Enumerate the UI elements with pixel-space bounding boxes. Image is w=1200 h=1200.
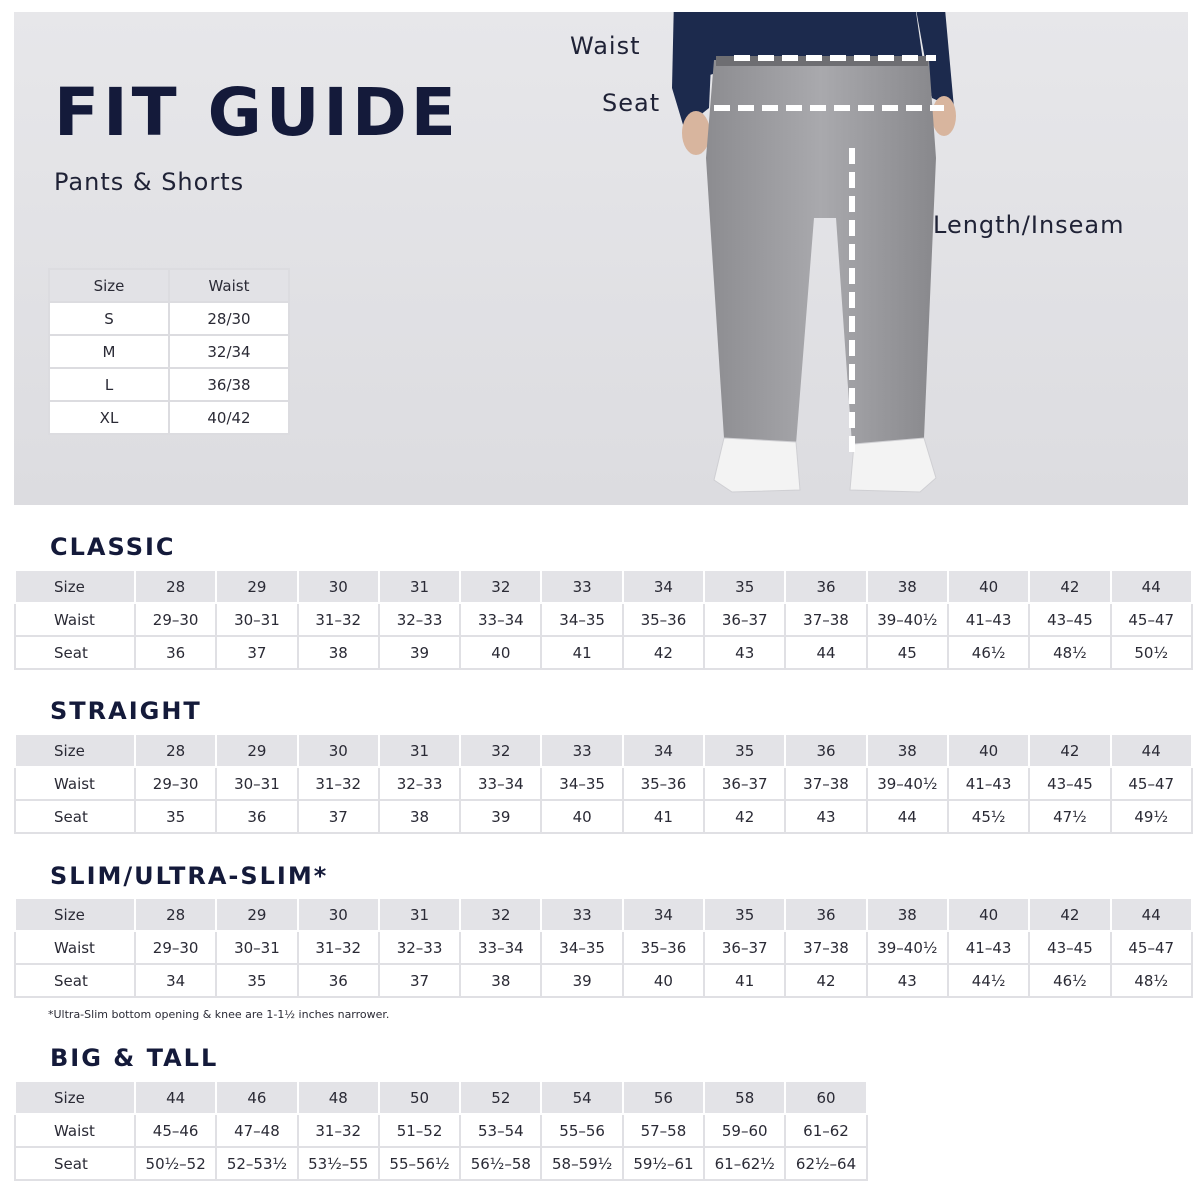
table-cell: 33–34 (460, 603, 541, 636)
table-header-cell: 44 (1111, 570, 1192, 603)
table-header-cell: 50 (379, 1081, 460, 1114)
table-cell: 37–38 (785, 603, 866, 636)
table-cell: 61–62 (785, 1114, 866, 1147)
table-cell: 31–32 (298, 603, 379, 636)
left-hand (682, 111, 710, 155)
row-label-cell: Size (15, 734, 135, 767)
table-cell: 29–30 (135, 931, 216, 964)
table-cell: 41 (704, 964, 785, 997)
table-cell: 31–32 (298, 1114, 379, 1147)
table-header-cell: 42 (1029, 734, 1110, 767)
table-header-cell: 34 (623, 734, 704, 767)
table-cell: 48½ (1111, 964, 1192, 997)
table-header-cell: 34 (623, 570, 704, 603)
table-cell: L (49, 368, 169, 401)
table-cell: 42 (623, 636, 704, 669)
table-cell: 42 (785, 964, 866, 997)
table-cell: 45–47 (1111, 931, 1192, 964)
table-header-cell: 30 (298, 898, 379, 931)
table-cell: 50½ (1111, 636, 1192, 669)
table-header-cell: 36 (785, 570, 866, 603)
table-cell: S (49, 302, 169, 335)
table-row (15, 800, 1192, 833)
table-header-cell: 60 (785, 1081, 866, 1114)
table-header-cell: 29 (216, 898, 297, 931)
table-cell: 33–34 (460, 767, 541, 800)
table-cell: 55–56 (541, 1114, 622, 1147)
table-cell: 39 (460, 800, 541, 833)
table-row (49, 302, 289, 335)
table-header-cell: 38 (867, 734, 948, 767)
table-cell: 43–45 (1029, 931, 1110, 964)
table-cell: 32–33 (379, 931, 460, 964)
table-header-cell: 35 (704, 898, 785, 931)
table-header-cell: 32 (460, 734, 541, 767)
table-cell: 41 (541, 636, 622, 669)
table-cell: 30–31 (216, 767, 297, 800)
table-cell: 40 (541, 800, 622, 833)
section-title: SLIM/ULTRA-SLIM* (50, 862, 329, 890)
table-row (49, 335, 289, 368)
table-header-cell: 29 (216, 734, 297, 767)
section-title: CLASSIC (50, 533, 176, 561)
table-cell: 56½–58 (460, 1147, 541, 1180)
table-row (15, 1147, 867, 1180)
table-cell: 39–40½ (867, 767, 948, 800)
table-cell: 28/30 (169, 302, 289, 335)
row-label-cell: Seat (15, 800, 135, 833)
table-cell: 59½–61 (623, 1147, 704, 1180)
table-cell: 35–36 (623, 931, 704, 964)
right-hand (932, 96, 956, 136)
table-row (49, 368, 289, 401)
table-cell: 34–35 (541, 767, 622, 800)
table-cell: 29–30 (135, 603, 216, 636)
table-header-cell: 32 (460, 898, 541, 931)
table-header-cell: 40 (948, 898, 1029, 931)
table-cell: 44½ (948, 964, 1029, 997)
fit-guide-hero (14, 12, 1188, 505)
table-cell: 53½–55 (298, 1147, 379, 1180)
table-cell: 61–62½ (704, 1147, 785, 1180)
section-title: BIG & TALL (50, 1044, 219, 1072)
table-header-cell: 33 (541, 734, 622, 767)
table-cell: 32–33 (379, 767, 460, 800)
size-chart-table (14, 897, 1193, 998)
table-header-cell: 33 (541, 898, 622, 931)
table-cell: M (49, 335, 169, 368)
table-cell: 49½ (1111, 800, 1192, 833)
table-cell: 55–56½ (379, 1147, 460, 1180)
table-header-cell: 38 (867, 570, 948, 603)
table-header-cell: 44 (1111, 898, 1192, 931)
table-header-cell: 34 (623, 898, 704, 931)
table-cell: 30–31 (216, 931, 297, 964)
footnote: *Ultra-Slim bottom opening & knee are 1-1½ inches narrower. (48, 1008, 390, 1021)
table-cell: 35–36 (623, 603, 704, 636)
table-cell: 39–40½ (867, 931, 948, 964)
table-cell: 36–37 (704, 603, 785, 636)
table-header-cell: 33 (541, 570, 622, 603)
table-header-cell: 31 (379, 898, 460, 931)
table-header-cell: 28 (135, 570, 216, 603)
table-header-row (15, 734, 1192, 767)
size-chart-table (14, 569, 1193, 670)
table-cell: 32/34 (169, 335, 289, 368)
table-cell: XL (49, 401, 169, 434)
length-inseam-label: Length/Inseam (933, 211, 1125, 239)
row-label-cell: Waist (15, 931, 135, 964)
table-cell: 44 (785, 636, 866, 669)
table-cell: 30–31 (216, 603, 297, 636)
table-cell: 41–43 (948, 931, 1029, 964)
table-cell: 45–47 (1111, 767, 1192, 800)
table-cell: 37–38 (785, 931, 866, 964)
table-cell: 36–37 (704, 931, 785, 964)
table-header-cell: 52 (460, 1081, 541, 1114)
section-title: STRAIGHT (50, 697, 202, 725)
table-row (15, 964, 1192, 997)
table-cell: 45 (867, 636, 948, 669)
table-cell: 57–58 (623, 1114, 704, 1147)
table-row (15, 1114, 867, 1147)
table-cell: 43 (867, 964, 948, 997)
table-header-cell: 48 (298, 1081, 379, 1114)
table-cell: 29–30 (135, 767, 216, 800)
table-cell: 33–34 (460, 931, 541, 964)
table-header-cell: 46 (216, 1081, 297, 1114)
table-cell: 36/38 (169, 368, 289, 401)
size-chart-table (14, 1080, 868, 1181)
table-cell: 59–60 (704, 1114, 785, 1147)
row-label-cell: Waist (15, 603, 135, 636)
table-cell: 37 (379, 964, 460, 997)
table-cell: 35 (135, 800, 216, 833)
table-header-cell: 38 (867, 898, 948, 931)
table-cell: 37 (298, 800, 379, 833)
seat-label: Seat (602, 89, 661, 117)
table-header-cell: 40 (948, 570, 1029, 603)
table-cell: 45–46 (135, 1114, 216, 1147)
table-cell: 31–32 (298, 767, 379, 800)
table-cell: 41 (623, 800, 704, 833)
table-cell: 32–33 (379, 603, 460, 636)
page-title: FIT GUIDE (54, 74, 460, 151)
row-label-cell: Waist (15, 1114, 135, 1147)
table-cell: 39–40½ (867, 603, 948, 636)
table-cell: 52–53½ (216, 1147, 297, 1180)
table-header-row (15, 570, 1192, 603)
table-cell: 36–37 (704, 767, 785, 800)
table-header-cell: 35 (704, 570, 785, 603)
table-cell: 58–59½ (541, 1147, 622, 1180)
table-cell: 40/42 (169, 401, 289, 434)
table-cell: 35 (216, 964, 297, 997)
waist-label: Waist (570, 32, 641, 60)
table-header-cell: 58 (704, 1081, 785, 1114)
row-label-cell: Seat (15, 1147, 135, 1180)
table-cell: 31–32 (298, 931, 379, 964)
table-header-row (49, 269, 289, 302)
right-shoe (850, 438, 936, 492)
table-header-cell: 32 (460, 570, 541, 603)
row-label-cell: Waist (15, 767, 135, 800)
table-cell: 36 (135, 636, 216, 669)
table-cell: 45½ (948, 800, 1029, 833)
table-cell: 62½–64 (785, 1147, 866, 1180)
table-header-cell: 44 (135, 1081, 216, 1114)
table-header-cell: 36 (785, 734, 866, 767)
table-cell: 53–54 (460, 1114, 541, 1147)
table-header-cell: 28 (135, 734, 216, 767)
row-label-cell: Seat (15, 964, 135, 997)
table-cell: 47½ (1029, 800, 1110, 833)
table-cell: 39 (541, 964, 622, 997)
table-cell: 36 (298, 964, 379, 997)
table-cell: 45–47 (1111, 603, 1192, 636)
size-waist-table (48, 268, 290, 435)
table-row (15, 603, 1192, 636)
table-cell: 46½ (948, 636, 1029, 669)
table-cell: 48½ (1029, 636, 1110, 669)
table-header-cell: 31 (379, 734, 460, 767)
table-cell: 38 (379, 800, 460, 833)
table-cell: 43 (704, 636, 785, 669)
row-label-cell: Seat (15, 636, 135, 669)
table-cell: 37–38 (785, 767, 866, 800)
table-cell: 35–36 (623, 767, 704, 800)
table-header-cell: 36 (785, 898, 866, 931)
table-header-cell: 56 (623, 1081, 704, 1114)
table-row (15, 636, 1192, 669)
table-header-cell: 54 (541, 1081, 622, 1114)
table-cell: 36 (216, 800, 297, 833)
table-cell: 40 (623, 964, 704, 997)
table-header-row (15, 898, 1192, 931)
table-cell: 50½–52 (135, 1147, 216, 1180)
table-header-cell: Waist (169, 269, 289, 302)
table-row (15, 767, 1192, 800)
table-header-cell: 28 (135, 898, 216, 931)
row-label-cell: Size (15, 1081, 135, 1114)
table-cell: 34–35 (541, 603, 622, 636)
table-cell: 42 (704, 800, 785, 833)
table-header-cell: 40 (948, 734, 1029, 767)
left-shoe (714, 438, 800, 492)
pants-shape (706, 60, 936, 444)
table-header-cell: 35 (704, 734, 785, 767)
table-cell: 34 (135, 964, 216, 997)
left-sleeve (672, 12, 714, 128)
table-header-row (15, 1081, 867, 1114)
table-header-cell: 29 (216, 570, 297, 603)
table-header-cell: 44 (1111, 734, 1192, 767)
table-header-cell: Size (49, 269, 169, 302)
table-cell: 47–48 (216, 1114, 297, 1147)
table-cell: 43 (785, 800, 866, 833)
table-header-cell: 30 (298, 734, 379, 767)
table-cell: 44 (867, 800, 948, 833)
row-label-cell: Size (15, 898, 135, 931)
pants-model-illustration (614, 12, 974, 505)
table-header-cell: 42 (1029, 898, 1110, 931)
size-chart-table (14, 733, 1193, 834)
row-label-cell: Size (15, 570, 135, 603)
table-cell: 40 (460, 636, 541, 669)
table-cell: 41–43 (948, 603, 1029, 636)
table-cell: 38 (298, 636, 379, 669)
table-cell: 39 (379, 636, 460, 669)
table-row (49, 401, 289, 434)
table-cell: 38 (460, 964, 541, 997)
page-subtitle: Pants & Shorts (54, 168, 245, 196)
table-cell: 51–52 (379, 1114, 460, 1147)
table-cell: 37 (216, 636, 297, 669)
table-row (15, 931, 1192, 964)
table-cell: 41–43 (948, 767, 1029, 800)
table-header-cell: 31 (379, 570, 460, 603)
table-header-cell: 42 (1029, 570, 1110, 603)
table-cell: 43–45 (1029, 603, 1110, 636)
table-header-cell: 30 (298, 570, 379, 603)
table-cell: 43–45 (1029, 767, 1110, 800)
table-cell: 34–35 (541, 931, 622, 964)
table-cell: 46½ (1029, 964, 1110, 997)
